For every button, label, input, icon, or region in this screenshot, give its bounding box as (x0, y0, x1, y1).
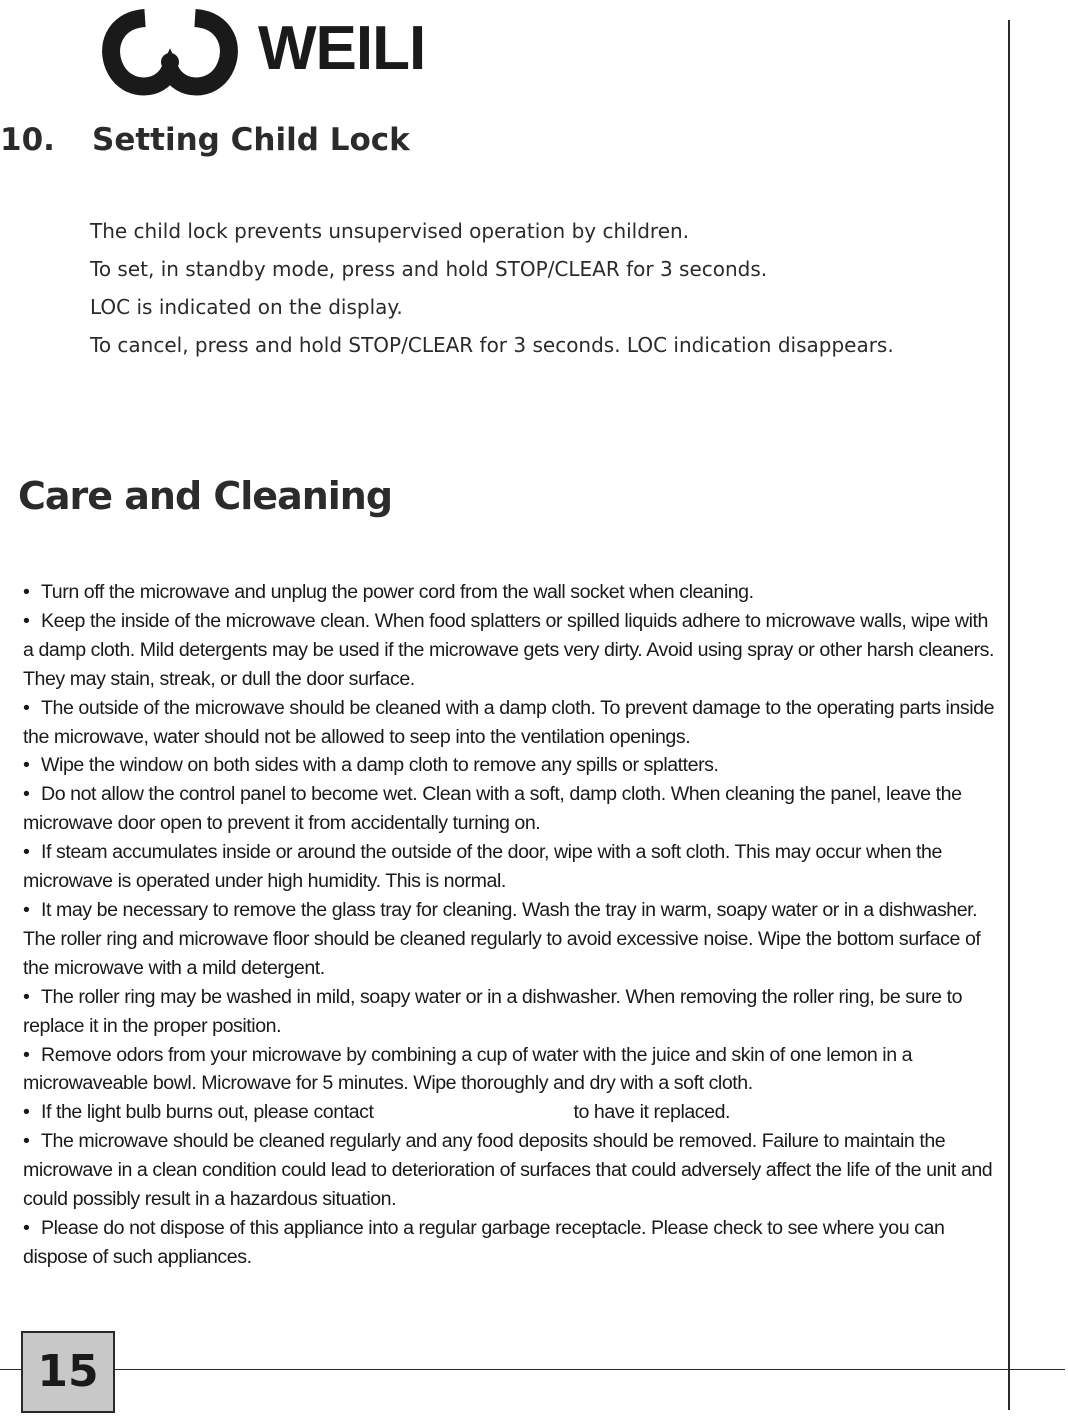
child-lock-paragraph: The child lock prevents unsupervised operation by children. (90, 219, 690, 243)
bullet-icon: • (23, 783, 30, 806)
child-lock-paragraph: To cancel, press and hold STOP/CLEAR for 3 seconds. LOC indication disappears. (90, 333, 894, 357)
brand-logo (100, 4, 470, 96)
child-lock-paragraph: To set, in standby mode, press and hold STOP/CLEAR for 3 seconds. (90, 257, 768, 281)
bullet-icon: • (23, 898, 30, 921)
list-item: • The microwave should be cleaned regularly and any food deposits should be removed. Failure to maintain the microwave in a clean condition could lead to deterioration of surfaces that could adversely affect the life of the unit and could possibly result in a hazardous situation. (23, 1127, 1003, 1214)
bullet-icon: • (23, 985, 30, 1008)
section-number: 10. (0, 122, 55, 158)
care-cleaning-list (23, 578, 1003, 1272)
bullet-icon: • (23, 581, 30, 603)
bullet-icon: • (23, 1216, 30, 1239)
bullet-icon: • (23, 754, 30, 777)
weili-logo-icon (100, 4, 240, 96)
section-title: Setting Child Lock (92, 122, 410, 158)
right-margin-rule (1008, 20, 1010, 1410)
list-item: • The roller ring may be washed in mild, soapy water or in a dishwasher. When removing the roller ring, be sure to replace it in the proper position. (23, 983, 1003, 1041)
footer-rule (115, 1369, 1065, 1370)
list-item: • Please do not dispose of this appliance into a regular garbage receptacle. Please check to see where you can dispose of such appliances. (23, 1214, 1003, 1272)
list-item: • Remove odors from your microwave by combining a cup of water with the juice and skin of one lemon in a microwaveable bowl. Microwave for 5 minutes. Wipe thoroughly and dry with a soft cloth. (23, 1041, 1003, 1099)
bullet-icon: • (23, 1101, 30, 1124)
bullet-icon: • (23, 1130, 30, 1153)
bullet-icon: • (23, 696, 30, 719)
logo-text: WEILI (258, 14, 426, 83)
list-item: • Wipe the window on both sides with a damp cloth to remove any spills or splatters. (23, 751, 1003, 780)
list-item: • Do not allow the control panel to become wet. Clean with a soft, damp cloth. When cleaning the panel, leave the microwave door open to prevent it from accidentally turning on. (23, 780, 1003, 838)
list-item: • Turn off the microwave and unplug the power cord from the wall socket when cleaning. (23, 578, 1003, 607)
list-item: • Keep the inside of the microwave clean. When food splatters or spilled liquids adhere to microwave walls, wipe with a damp cloth. Mild detergents may be used if the microwave gets very dirty. Avoid using spray or other harsh cleaners. They may stain, streak, or dull the door surface. (23, 607, 1003, 694)
section-heading-child-lock (0, 122, 410, 158)
bullet-icon: • (23, 609, 30, 632)
list-item: • If steam accumulates inside or around the outside of the door, wipe with a soft cloth. This may occur when the microwave is operated under high humidity. This is normal. (23, 838, 1003, 896)
list-item: • The outside of the microwave should be cleaned with a damp cloth. To prevent damage to the operating parts inside the microwave, water should not be allowed to seep into the ventilation openings. (23, 694, 1003, 752)
footer-rule-left (0, 1369, 21, 1370)
list-item-light-bulb: • If the light bulb burns out, please contact to have it replaced. (23, 1098, 1003, 1127)
bullet-icon: • (23, 841, 30, 864)
care-cleaning-heading: Care and Cleaning (18, 474, 393, 518)
list-item: • It may be necessary to remove the glass tray for cleaning. Wash the tray in warm, soapy water or in a dishwasher. The roller ring and microwave floor should be cleaned regularly to avoid excessive noise. Wipe the bottom surface of the microwave with a mild detergent. (23, 896, 1003, 983)
page-number: 15 (21, 1331, 115, 1413)
child-lock-paragraph: LOC is indicated on the display. (90, 295, 403, 319)
child-lock-instructions (90, 212, 970, 364)
bullet-icon: • (23, 1043, 30, 1066)
